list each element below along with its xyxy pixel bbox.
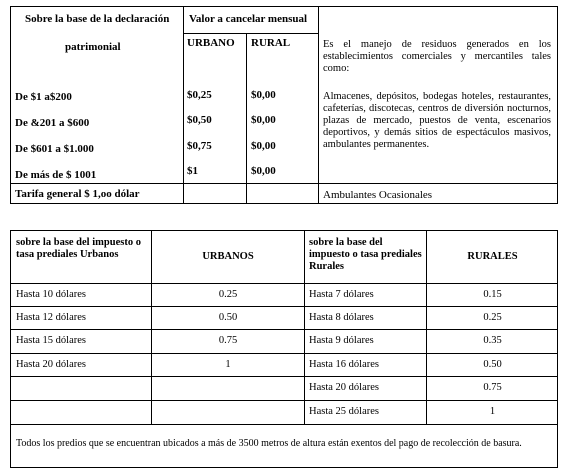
urban-value-3: 0.75 xyxy=(218,335,238,346)
urban-range-1: Hasta 10 dólares xyxy=(16,289,86,300)
range-row-4: De más de $ 1001 xyxy=(15,169,97,181)
urban-value-2: 0.50 xyxy=(218,312,238,323)
urban-value-1: 0.25 xyxy=(218,289,238,300)
divider xyxy=(11,424,558,425)
urban-range-2: Hasta 12 dólares xyxy=(16,312,86,323)
header-declaration-base: Sobre la base de la declaración xyxy=(25,13,170,25)
urban-range-3: Hasta 15 dólares xyxy=(16,335,86,346)
range-row-1: De $1 a$200 xyxy=(15,91,72,103)
rural-value-5: 0.75 xyxy=(483,382,502,393)
rural-range-6: Hasta 25 dólares xyxy=(309,406,379,417)
header-urbano: URBANO xyxy=(187,37,235,49)
rural-range-4: Hasta 16 dólares xyxy=(309,359,379,370)
rural-value-1: 0.15 xyxy=(483,289,502,300)
rural-value-4: $0,00 xyxy=(251,165,276,177)
header-urbanos: URBANOS xyxy=(202,251,254,262)
header-monthly-value: Valor a cancelar mensual xyxy=(189,13,308,25)
divider xyxy=(11,306,558,307)
divider xyxy=(246,33,247,204)
rural-range-3: Hasta 9 dólares xyxy=(309,335,374,346)
rural-value-2: 0.25 xyxy=(483,312,502,323)
urban-range-4: Hasta 20 dólares xyxy=(16,359,86,370)
range-row-3: De $601 a $1.000 xyxy=(15,143,94,155)
tarifa-general: Tarifa general $ 1,oo dólar xyxy=(15,188,140,200)
header-urban-base: sobre la base del impuesto o tasa prediales Urbanos xyxy=(16,237,141,260)
divider xyxy=(11,400,558,401)
rural-range-5: Hasta 20 dólares xyxy=(309,382,379,393)
divider xyxy=(11,376,558,377)
rural-value-2: $0,00 xyxy=(251,114,276,126)
divider xyxy=(11,329,558,330)
divider xyxy=(183,7,184,204)
divider xyxy=(304,231,305,424)
rural-value-4: 0.50 xyxy=(483,359,502,370)
rural-range-1: Hasta 7 dólares xyxy=(309,289,374,300)
rural-value-1: $0,00 xyxy=(251,89,276,101)
divider xyxy=(11,183,558,184)
rural-range-2: Hasta 8 dólares xyxy=(309,312,374,323)
urban-value-4: 1 xyxy=(225,359,231,370)
description-establishments: Almacenes, depósitos, bodegas hoteles, restaurantes, cafeterías, discotecas, centros de diversión nocturnos, plazas de mercado, puestos de venta, escenarios deportivos, y demás sitios de espectáculos masivos, ambulantes permanentes. xyxy=(323,91,551,150)
urbano-value-1: $0,25 xyxy=(187,89,212,101)
divider xyxy=(318,7,319,204)
rural-value-6: 1 xyxy=(489,406,496,417)
altitude-exemption-note: Todos los predios que se encuentran ubicados a más de 3500 metros de altura están exentos del pago de recolección de basura. xyxy=(16,438,522,449)
tarifa-description: Ambulantes Ocasionales xyxy=(323,189,433,201)
range-row-2: De &201 a $600 xyxy=(15,117,90,129)
header-rural: RURAL xyxy=(251,37,291,49)
urbano-value-4: $1 xyxy=(187,165,198,177)
header-rural-base: sobre la base del impuesto o tasa prediales Rurales xyxy=(309,237,422,272)
rural-value-3: 0.35 xyxy=(483,335,502,346)
urbano-value-2: $0,50 xyxy=(187,114,212,126)
description-intro: Es el manejo de residuos generados en los establecimientos comerciales y mercantiles tales como: xyxy=(323,39,551,74)
divider xyxy=(11,353,558,354)
header-rurales: RURALES xyxy=(467,251,518,262)
urbano-value-3: $0,75 xyxy=(187,140,212,152)
rural-value-3: $0,00 xyxy=(251,140,276,152)
header-declaration-patrimonial: patrimonial xyxy=(65,41,121,53)
declaration-tariff-table xyxy=(10,6,558,204)
divider xyxy=(183,33,319,34)
predial-tariff-table xyxy=(10,230,558,468)
divider xyxy=(11,283,558,284)
